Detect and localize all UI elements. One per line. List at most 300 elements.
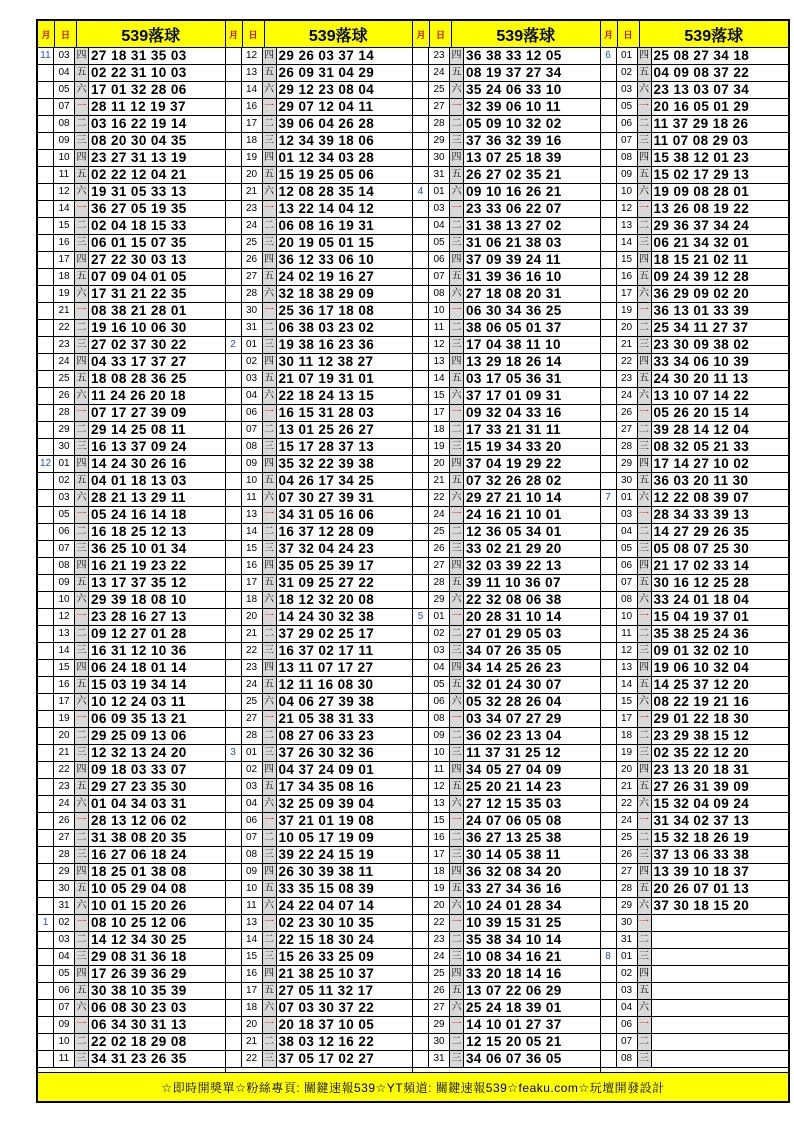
draw-row [38, 711, 225, 728]
draw-row [413, 337, 600, 354]
numbers-cell: 11 37 31 25 12 [466, 745, 561, 760]
month-cell [601, 507, 617, 523]
draw-row [413, 643, 600, 660]
numbers-cell: 39 22 24 15 19 [278, 847, 375, 862]
draw-row [38, 167, 225, 184]
month-cell [38, 269, 54, 285]
month-cell [601, 847, 617, 863]
weekday-cell: 五 [75, 167, 89, 183]
numbers-cell: 30 14 05 38 11 [466, 847, 561, 862]
weekday-cell: 二 [450, 218, 464, 234]
day-cell: 12 [429, 779, 450, 795]
month-cell [413, 133, 429, 149]
weekday-cell: 一 [75, 405, 89, 421]
weekday-cell: 四 [263, 354, 277, 370]
month-cell [413, 303, 429, 319]
day-cell: 09 [617, 167, 638, 183]
month-cell [601, 320, 617, 336]
weekday-cell: 五 [263, 65, 277, 81]
month-cell [226, 65, 242, 81]
weekday-cell: 五 [75, 65, 89, 81]
day-cell: 19 [54, 711, 75, 727]
month-cell [38, 779, 54, 795]
month-cell [226, 439, 242, 455]
draw-row [226, 830, 413, 847]
weekday-cell: 三 [263, 745, 277, 761]
month-cell [601, 881, 617, 897]
numbers-cell: 31 34 02 37 13 [653, 813, 750, 828]
weekday-cell: 六 [75, 796, 89, 812]
day-cell: 07 [617, 133, 638, 149]
day-cell: 20 [617, 762, 638, 778]
month-cell [226, 1000, 242, 1016]
day-cell: 06 [617, 116, 638, 132]
numbers-cell: 22 32 08 06 38 [466, 592, 562, 607]
numbers-cell: 07 03 30 37 22 [278, 1000, 375, 1015]
day-cell: 14 [242, 524, 263, 540]
draw-row [226, 609, 413, 626]
draw-row [413, 677, 600, 694]
day-cell: 04 [429, 660, 450, 676]
draw-row [38, 949, 225, 966]
month-cell [413, 558, 429, 574]
day-cell: 24 [429, 949, 450, 965]
day-cell: 20 [429, 898, 450, 914]
weekday-cell: 一 [75, 711, 89, 727]
weekday-cell: 三 [450, 439, 464, 455]
numbers-cell: 36 12 33 06 10 [278, 252, 375, 267]
weekday-cell: 二 [263, 932, 277, 948]
month-cell [38, 150, 54, 166]
month-cell [601, 1034, 617, 1050]
day-cell: 02 [242, 354, 263, 370]
numbers-cell: 37 04 19 29 22 [466, 456, 562, 471]
weekday-cell: 二 [75, 932, 89, 948]
draw-row [601, 507, 789, 524]
numbers-cell: 11 37 29 18 26 [653, 116, 749, 131]
weekday-cell: 三 [75, 337, 89, 353]
month-cell [601, 388, 617, 404]
month-cell [226, 711, 242, 727]
numbers-cell: 28 13 12 06 02 [91, 813, 187, 828]
month-cell [601, 541, 617, 557]
numbers-cell: 37 30 18 15 20 [653, 898, 750, 913]
numbers-cell: 27 22 30 03 13 [91, 252, 187, 267]
month-cell [226, 541, 242, 557]
numbers-cell: 16 18 25 12 13 [91, 524, 187, 539]
draw-row [601, 252, 789, 269]
month-cell [226, 1017, 242, 1033]
day-cell: 03 [617, 507, 638, 523]
day-cell: 01 [429, 609, 450, 625]
day-header: 日 [618, 21, 640, 47]
draw-row [226, 184, 413, 201]
month-cell [601, 796, 617, 812]
weekday-cell: 三 [638, 439, 652, 455]
weekday-cell: 三 [450, 847, 464, 863]
draw-row [413, 898, 600, 915]
numbers-cell: 06 21 34 32 01 [653, 235, 750, 250]
draw-row [601, 116, 789, 133]
draw-row [413, 524, 600, 541]
draw-row [413, 422, 600, 439]
month-cell [226, 490, 242, 506]
day-cell: 04 [617, 1000, 638, 1016]
draw-row [601, 779, 789, 796]
month-cell: 5 [413, 609, 429, 625]
month-cell: 6 [601, 48, 617, 64]
draw-row [38, 269, 225, 286]
month-cell [226, 830, 242, 846]
draw-row [601, 286, 789, 303]
numbers-cell: 36 27 05 19 35 [91, 201, 187, 216]
draw-row [226, 320, 413, 337]
draw-row [38, 915, 225, 932]
month-cell [413, 643, 429, 659]
month-cell [226, 949, 242, 965]
numbers-cell: 09 10 16 26 21 [466, 184, 562, 199]
month-cell [38, 830, 54, 846]
month-cell [601, 150, 617, 166]
day-cell: 07 [617, 1034, 638, 1050]
numbers-cell: 04 37 24 09 01 [278, 762, 375, 777]
draw-row [601, 983, 789, 1000]
numbers-cell: 29 07 12 04 11 [278, 99, 374, 114]
day-cell: 15 [429, 813, 450, 829]
draw-row [38, 660, 225, 677]
month-cell [413, 286, 429, 302]
month-cell [226, 422, 242, 438]
day-cell: 25 [429, 966, 450, 982]
numbers-cell: 06 08 30 23 03 [91, 1000, 187, 1015]
weekday-cell: 六 [638, 388, 652, 404]
draw-row [38, 609, 225, 626]
day-cell: 05 [617, 99, 638, 115]
day-cell: 06 [617, 1017, 638, 1033]
weekday-cell: 一 [638, 609, 652, 625]
weekday-cell: 三 [263, 847, 277, 863]
draw-row [38, 507, 225, 524]
month-cell [226, 133, 242, 149]
numbers-cell: 36 13 01 33 39 [653, 303, 750, 318]
day-cell: 17 [617, 286, 638, 302]
numbers-cell: 08 38 21 28 01 [91, 303, 187, 318]
numbers-cell: 04 06 27 39 38 [278, 694, 375, 709]
day-cell: 07 [54, 1000, 75, 1016]
weekday-cell: 一 [450, 405, 464, 421]
month-cell [226, 320, 242, 336]
numbers-cell: 39 11 10 36 07 [466, 575, 561, 590]
weekday-cell: 四 [75, 762, 89, 778]
draw-row [226, 116, 413, 133]
weekday-cell: 六 [450, 184, 464, 200]
draw-row [601, 82, 789, 99]
month-cell [226, 201, 242, 217]
month-cell [38, 388, 54, 404]
draw-row [38, 490, 225, 507]
numbers-cell: 37 29 02 25 17 [278, 626, 375, 641]
month-cell [38, 1000, 54, 1016]
numbers-cell: 27 18 08 20 31 [466, 286, 562, 301]
draw-row [226, 490, 413, 507]
numbers-cell: 14 24 30 26 16 [91, 456, 187, 471]
weekday-cell: 二 [75, 728, 89, 744]
numbers-cell: 12 36 05 34 01 [466, 524, 562, 539]
draw-row [226, 1000, 413, 1017]
month-cell [38, 337, 54, 353]
weekday-cell: 一 [75, 99, 89, 115]
month-cell [413, 728, 429, 744]
numbers-cell: 16 37 12 28 09 [278, 524, 375, 539]
weekday-cell: 二 [263, 218, 277, 234]
draw-row [601, 235, 789, 252]
numbers-cell: 07 09 04 01 05 [91, 269, 187, 284]
weekday-cell: 一 [638, 507, 652, 523]
month-cell [38, 371, 54, 387]
draw-row [226, 456, 413, 473]
month-cell [413, 507, 429, 523]
draw-row [226, 660, 413, 677]
month-cell [601, 252, 617, 268]
numbers-cell: 09 24 39 12 28 [653, 269, 750, 284]
day-cell: 05 [617, 541, 638, 557]
weekday-cell: 四 [450, 558, 464, 574]
day-cell: 31 [54, 898, 75, 914]
numbers-cell: 19 31 05 33 13 [91, 184, 187, 199]
draw-row [38, 65, 225, 82]
weekday-cell: 四 [450, 150, 464, 166]
draw-row [601, 490, 789, 507]
month-cell [601, 82, 617, 98]
month-cell [413, 167, 429, 183]
draw-row [38, 728, 225, 745]
month-cell [226, 286, 242, 302]
weekday-cell: 四 [450, 48, 464, 64]
day-cell: 17 [429, 847, 450, 863]
month-cell [413, 354, 429, 370]
draw-row [226, 133, 413, 150]
month-cell [413, 1017, 429, 1033]
draw-row [413, 235, 600, 252]
month-cell [601, 65, 617, 81]
numbers-cell: 34 06 07 36 05 [466, 1051, 562, 1066]
weekday-cell: 二 [638, 116, 652, 132]
day-cell: 15 [54, 218, 75, 234]
weekday-cell: 二 [75, 422, 89, 438]
weekday-cell: 四 [450, 354, 464, 370]
numbers-cell: 15 17 28 37 13 [278, 439, 375, 454]
numbers-cell: 29 25 09 13 06 [91, 728, 187, 743]
day-cell: 06 [242, 405, 263, 421]
draw-row [601, 745, 789, 762]
draw-row [226, 150, 413, 167]
day-cell: 28 [617, 881, 638, 897]
draw-row [601, 677, 789, 694]
day-cell: 08 [429, 286, 450, 302]
month-cell [601, 218, 617, 234]
weekday-cell: 二 [638, 626, 652, 642]
month-cell [413, 864, 429, 880]
day-cell: 19 [429, 881, 450, 897]
draw-row [38, 116, 225, 133]
numbers-cell: 14 10 01 27 37 [466, 1017, 562, 1032]
weekday-cell: 三 [450, 541, 464, 557]
day-cell: 13 [429, 354, 450, 370]
draw-row [413, 1051, 600, 1068]
weekday-cell: 五 [75, 371, 89, 387]
month-cell [413, 983, 429, 999]
month-cell [413, 422, 429, 438]
day-cell: 28 [429, 116, 450, 132]
month-cell [413, 218, 429, 234]
weekday-cell: 六 [450, 694, 464, 710]
day-cell: 11 [242, 490, 263, 506]
day-cell: 21 [54, 745, 75, 761]
weekday-cell: 三 [263, 439, 277, 455]
day-cell: 18 [242, 592, 263, 608]
month-cell [38, 218, 54, 234]
weekday-cell: 三 [75, 439, 89, 455]
day-cell: 12 [429, 337, 450, 353]
day-cell: 20 [617, 320, 638, 336]
day-cell: 27 [429, 99, 450, 115]
numbers-cell: 32 18 38 29 09 [278, 286, 375, 301]
numbers-cell: 09 01 32 02 10 [653, 643, 750, 658]
numbers-cell: 21 05 38 31 33 [278, 711, 375, 726]
day-cell: 14 [242, 932, 263, 948]
draw-row [413, 711, 600, 728]
draw-row [226, 201, 413, 218]
numbers-cell: 23 29 38 15 12 [653, 728, 750, 743]
draw-row [226, 473, 413, 490]
day-cell: 18 [242, 1000, 263, 1016]
day-cell: 31 [429, 167, 450, 183]
numbers-cell: 12 11 16 08 30 [278, 677, 374, 692]
month-cell [601, 303, 617, 319]
draw-row [413, 439, 600, 456]
day-cell: 07 [54, 541, 75, 557]
month-cell [38, 558, 54, 574]
month-cell [413, 252, 429, 268]
numbers-cell: 15 19 34 33 20 [466, 439, 562, 454]
weekday-cell: 六 [75, 184, 89, 200]
draw-row [226, 303, 413, 320]
numbers-cell: 06 30 34 36 25 [466, 303, 562, 318]
draw-row [601, 915, 789, 932]
numbers-cell: 36 02 23 13 04 [466, 728, 562, 743]
day-cell: 05 [54, 507, 75, 523]
draw-row [601, 949, 789, 966]
weekday-cell: 五 [638, 983, 652, 999]
day-cell: 07 [54, 99, 75, 115]
draw-row [413, 728, 600, 745]
month-cell [601, 1000, 617, 1016]
day-cell: 04 [54, 65, 75, 81]
day-cell: 30 [617, 915, 638, 931]
weekday-cell: 二 [450, 626, 464, 642]
numbers-cell: 22 18 24 13 15 [278, 388, 375, 403]
weekday-cell: 四 [75, 558, 89, 574]
draw-row [38, 1034, 225, 1051]
numbers-cell: 08 32 05 21 33 [653, 439, 750, 454]
draw-row [601, 133, 789, 150]
draw-column [38, 21, 226, 1075]
month-cell [601, 609, 617, 625]
weekday-cell: 二 [263, 626, 277, 642]
numbers-cell: 36 29 09 02 20 [653, 286, 750, 301]
numbers-cell: 12 08 28 35 14 [278, 184, 375, 199]
day-cell: 13 [54, 626, 75, 642]
numbers-cell: 39 06 04 26 28 [278, 116, 375, 131]
month-cell [38, 167, 54, 183]
weekday-cell: 四 [263, 252, 277, 268]
day-cell: 03 [429, 201, 450, 217]
draw-row [38, 201, 225, 218]
draw-row [413, 1000, 600, 1017]
day-cell: 19 [54, 286, 75, 302]
day-cell: 12 [617, 201, 638, 217]
numbers-cell: 29 27 21 10 14 [466, 490, 562, 505]
draw-row [601, 524, 789, 541]
numbers-cell: 29 14 25 08 11 [91, 422, 186, 437]
month-cell [226, 983, 242, 999]
numbers-cell: 02 23 30 10 35 [278, 915, 375, 930]
numbers-cell [652, 932, 789, 948]
draw-row [601, 1000, 789, 1017]
draw-row [601, 847, 789, 864]
weekday-cell: 五 [75, 677, 89, 693]
month-cell [601, 235, 617, 251]
numbers-cell: 36 32 08 34 20 [466, 864, 562, 879]
weekday-cell: 六 [450, 388, 464, 404]
month-cell [38, 949, 54, 965]
numbers-cell: 18 25 01 38 08 [91, 864, 187, 879]
numbers-cell: 26 27 02 35 21 [466, 167, 562, 182]
numbers-cell: 23 13 20 18 31 [653, 762, 750, 777]
month-cell [38, 133, 54, 149]
draw-row [38, 796, 225, 813]
weekday-cell: 五 [450, 473, 464, 489]
day-cell: 10 [617, 184, 638, 200]
numbers-cell: 20 16 05 01 29 [653, 99, 750, 114]
month-cell [38, 507, 54, 523]
draw-row [226, 405, 413, 422]
day-cell: 01 [242, 745, 263, 761]
weekday-cell: 一 [450, 711, 464, 727]
numbers-cell: 28 34 33 39 13 [653, 507, 750, 522]
month-cell [38, 711, 54, 727]
draw-row [413, 558, 600, 575]
day-cell: 06 [54, 524, 75, 540]
numbers-cell: 31 09 25 27 22 [278, 575, 375, 590]
draw-row [226, 99, 413, 116]
month-cell [38, 796, 54, 812]
draw-row [38, 592, 225, 609]
draw-row [601, 898, 789, 915]
numbers-cell: 13 26 08 19 22 [653, 201, 750, 216]
draw-row [601, 456, 789, 473]
weekday-cell: 五 [75, 473, 89, 489]
draw-row [601, 1017, 789, 1034]
weekday-cell: 三 [638, 337, 652, 353]
month-cell [226, 643, 242, 659]
draw-row [226, 762, 413, 779]
draw-row [226, 541, 413, 558]
draw-row [38, 1017, 225, 1034]
month-cell [226, 82, 242, 98]
weekday-cell: 五 [75, 269, 89, 285]
month-cell [601, 167, 617, 183]
